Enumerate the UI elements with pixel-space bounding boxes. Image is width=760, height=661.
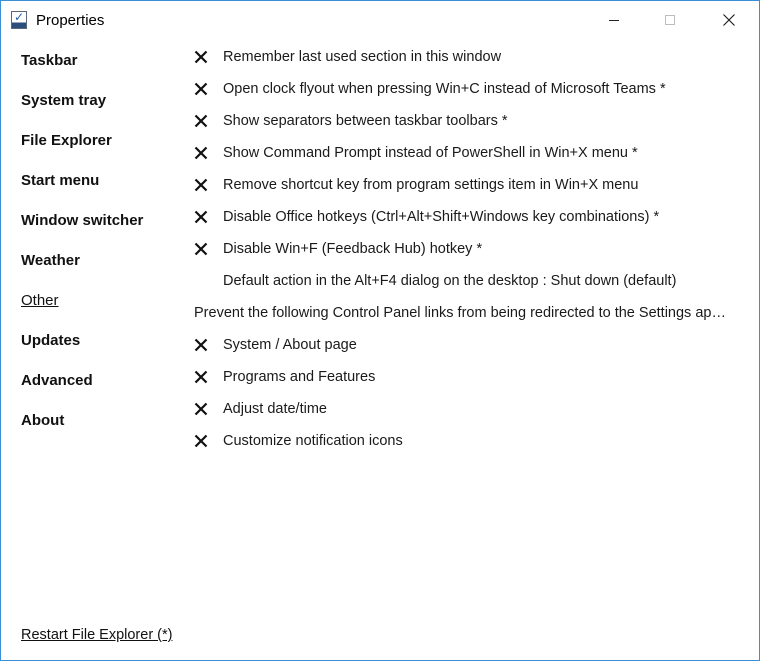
maximize-icon (665, 15, 675, 25)
sidebar-item-advanced[interactable]: Advanced (21, 372, 93, 389)
check-x-icon (194, 146, 223, 160)
sidebar-item-weather[interactable]: Weather (21, 252, 80, 269)
option-label: Show Command Prompt instead of PowerShell in Win+X menu * (223, 145, 638, 161)
check-x-icon (194, 82, 223, 96)
option-toolbar-separators[interactable] (194, 105, 754, 137)
minimize-icon (609, 20, 619, 21)
option-label: Disable Win+F (Feedback Hub) hotkey * (223, 241, 483, 257)
sidebar-item-about[interactable]: About (21, 412, 65, 429)
option-label: System / About page (223, 337, 357, 353)
sidebar-item-taskbar[interactable]: Taskbar (21, 52, 78, 69)
option-command-prompt[interactable] (194, 137, 754, 169)
check-x-icon (194, 370, 223, 384)
option-label: Disable Office hotkeys (Ctrl+Alt+Shift+Windows key combinations) * (223, 209, 660, 225)
sidebar-item-other[interactable]: Other (21, 292, 59, 309)
sidebar-item-window-switcher[interactable]: Window switcher (21, 212, 144, 229)
sidebar-item-file-explorer[interactable]: File Explorer (21, 132, 112, 149)
option-label: Default action in the Alt+F4 dialog on the desktop : Shut down (default) (223, 273, 677, 289)
close-button[interactable] (706, 1, 752, 39)
check-x-icon (194, 210, 223, 224)
option-label: Remember last used section in this window (223, 49, 502, 65)
check-x-icon (194, 50, 223, 64)
check-x-icon (194, 402, 223, 416)
sidebar-item-start-menu[interactable]: Start menu (21, 172, 100, 189)
sidebar-item-updates[interactable]: Updates (21, 332, 81, 349)
section-heading: Prevent the following Control Panel links from being redirected to the Settings ap… (194, 305, 726, 321)
control-panel-heading (194, 297, 754, 329)
option-label: Programs and Features (223, 369, 376, 385)
checkbox-app-icon: ✓ (11, 11, 27, 29)
window-title: Properties (36, 12, 105, 29)
restart-file-explorer-link[interactable]: Restart File Explorer (*) (21, 627, 173, 643)
option-disable-office-hotkeys[interactable] (194, 201, 754, 233)
option-remove-shortcut-key[interactable] (194, 169, 754, 201)
check-x-icon (194, 114, 223, 128)
option-label: Customize notification icons (223, 433, 403, 449)
check-x-icon (194, 434, 223, 448)
title-bar[interactable] (1, 1, 759, 39)
check-x-icon (194, 338, 223, 352)
sidebar-item-system-tray[interactable]: System tray (21, 92, 107, 109)
sidebar-nav (21, 45, 191, 445)
option-system-about-page[interactable] (194, 329, 754, 361)
maximize-button[interactable] (647, 1, 693, 39)
option-remember-section[interactable] (194, 41, 754, 73)
settings-content (194, 41, 754, 457)
option-notification-icons[interactable] (194, 425, 754, 457)
option-disable-feedback-hub[interactable] (194, 233, 754, 265)
close-icon (723, 14, 735, 26)
option-label: Adjust date/time (223, 401, 327, 417)
option-label: Open clock flyout when pressing Win+C instead of Microsoft Teams * (223, 81, 666, 97)
check-x-icon (194, 242, 223, 256)
option-altf4-default-action[interactable] (194, 265, 754, 297)
option-programs-features[interactable] (194, 361, 754, 393)
check-x-icon (194, 178, 223, 192)
option-adjust-date-time[interactable] (194, 393, 754, 425)
minimize-button[interactable] (591, 1, 637, 39)
option-label: Show separators between taskbar toolbars * (223, 113, 508, 129)
option-clock-flyout[interactable] (194, 73, 754, 105)
option-label: Remove shortcut key from program settings item in Win+X menu (223, 177, 639, 193)
